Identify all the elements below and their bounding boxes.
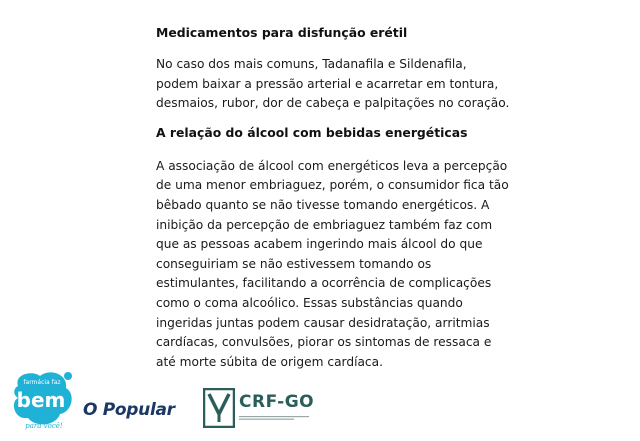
crf-go-logo <box>203 388 313 432</box>
crf-go-text: CRF-GO <box>239 392 315 412</box>
paragraph-line: conseguiriam se não estivessem tomando os <box>156 256 432 271</box>
paragraph-line: A associação de álcool com energéticos leva a percepção <box>156 158 508 173</box>
paragraph-ed-medication <box>156 55 510 114</box>
paragraph-line: bêbado quanto se não tivesse tomando energéticos. A <box>156 197 490 212</box>
section-heading-ed-medication: Medicamentos para disfunção erétil <box>156 25 408 40</box>
bem-logo-top-text: farmácia faz <box>23 379 61 386</box>
paragraph-line: até morte súbita de origem cardíaca. <box>156 354 383 369</box>
paragraph-line: cardíacas, convulsões, piorar os sintomas de ressaca e <box>156 335 492 350</box>
paragraph-line: que as pessoas acabem ingerindo mais álcool do que <box>156 237 483 252</box>
article <box>156 18 510 372</box>
paragraph-line: de uma menor embriaguez, porém, o consumidor fica tão <box>156 178 509 193</box>
bem-logo-bottom-text: para você! <box>25 422 63 430</box>
section-heading-alcohol-energy: A relação do álcool com bebidas energéticas <box>156 124 468 140</box>
paragraph-line: podem baixar a pressão arterial e acarretar em tontura, <box>156 76 499 91</box>
paragraph-line: estimulantes, facilitando a ocorrência de complicações <box>156 276 492 291</box>
paragraph-line: como o coma alcoólico. Essas substâncias quando <box>156 295 463 310</box>
farmacia-faz-bem-logo <box>10 368 76 432</box>
paragraph-alcohol-energy <box>156 157 509 373</box>
paragraph-line: No caso dos mais comuns, Tadanafila e Sildenafila, <box>156 57 467 71</box>
o-popular-logo: O Popular <box>83 400 175 420</box>
bem-logo-main-text: bem <box>16 388 66 412</box>
paragraph-line: ingeridas juntas podem causar desidratação, arritmias <box>156 315 490 330</box>
paragraph-line: desmaios, rubor, dor de cabeça e palpitações no coração. <box>156 96 510 111</box>
crf-emblem-icon <box>203 388 235 428</box>
crf-subtitle-lines <box>239 415 309 421</box>
paragraph-line: inibição da percepção de embriaguez também faz com <box>156 217 493 232</box>
